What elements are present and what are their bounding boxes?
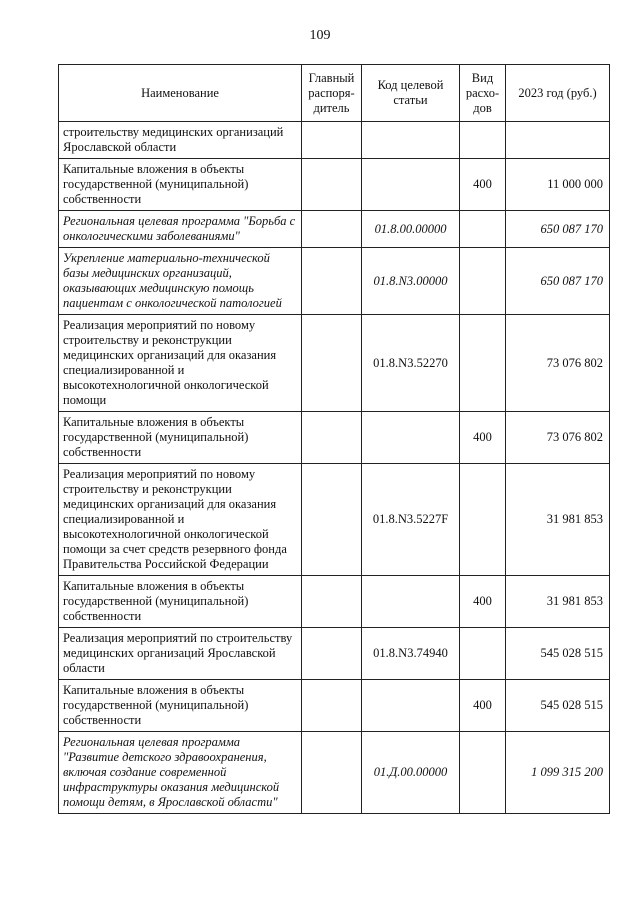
cell-expense-type [460, 464, 506, 576]
cell-main-manager [302, 159, 362, 211]
cell-expense-type: 400 [460, 680, 506, 732]
cell-main-manager [302, 732, 362, 814]
cell-name: Региональная целевая программа "Борьба с онкологическими заболеваниями" [59, 211, 302, 248]
cell-main-manager [302, 412, 362, 464]
header-year-2023: 2023 год (руб.) [506, 65, 610, 122]
cell-target-code: 01.8.N3.52270 [362, 315, 460, 412]
cell-main-manager [302, 211, 362, 248]
budget-table [58, 64, 610, 814]
table-row [59, 680, 610, 732]
table-row [59, 211, 610, 248]
cell-amount: 545 028 515 [506, 680, 610, 732]
cell-main-manager [302, 464, 362, 576]
cell-expense-type [460, 211, 506, 248]
table-row [59, 159, 610, 211]
cell-amount: 650 087 170 [506, 248, 610, 315]
table-row [59, 732, 610, 814]
cell-main-manager [302, 248, 362, 315]
cell-amount [506, 122, 610, 159]
cell-name: Реализация мероприятий по новому строительству и реконструкции медицинских организаций для оказания специализированной и высокотехнологичной онкологической помощи за счет средств резервного фонда Правительства Российской Федерации [59, 464, 302, 576]
cell-main-manager [302, 680, 362, 732]
cell-expense-type [460, 248, 506, 315]
cell-main-manager [302, 576, 362, 628]
cell-main-manager [302, 628, 362, 680]
cell-name: Капитальные вложения в объекты государственной (муниципальной) собственности [59, 576, 302, 628]
cell-amount: 650 087 170 [506, 211, 610, 248]
cell-amount: 31 981 853 [506, 576, 610, 628]
cell-expense-type: 400 [460, 159, 506, 211]
cell-name: строительству медицинских организаций Ярославской области [59, 122, 302, 159]
cell-target-code [362, 680, 460, 732]
table-row [59, 464, 610, 576]
cell-amount: 11 000 000 [506, 159, 610, 211]
table-header-row [59, 65, 610, 122]
cell-main-manager [302, 122, 362, 159]
cell-target-code: 01.8.00.00000 [362, 211, 460, 248]
cell-name: Реализация мероприятий по новому строительству и реконструкции медицинских организаций для оказания специализированной и высокотехнологичной онкологической помощи [59, 315, 302, 412]
cell-expense-type [460, 122, 506, 159]
cell-target-code [362, 159, 460, 211]
cell-name: Капитальные вложения в объекты государственной (муниципальной) собственности [59, 159, 302, 211]
table-row [59, 628, 610, 680]
cell-name: Реализация мероприятий по строительству медицинских организаций Ярославской области [59, 628, 302, 680]
cell-main-manager [302, 315, 362, 412]
header-expense-type: Вид расхо-дов [460, 65, 506, 122]
cell-name: Укрепление материально-технической базы медицинских организаций, оказывающих медицинскую помощь пациентам с онкологической патологией [59, 248, 302, 315]
cell-target-code [362, 412, 460, 464]
cell-amount: 73 076 802 [506, 412, 610, 464]
cell-name: Капитальные вложения в объекты государственной (муниципальной) собственности [59, 680, 302, 732]
table-row [59, 412, 610, 464]
page-number: 109 [309, 28, 331, 43]
cell-target-code: 01.8.N3.5227F [362, 464, 460, 576]
table-body [59, 122, 610, 814]
table-row [59, 248, 610, 315]
cell-target-code: 01.8.N3.74940 [362, 628, 460, 680]
cell-amount: 31 981 853 [506, 464, 610, 576]
cell-target-code: 01.8.N3.00000 [362, 248, 460, 315]
table-row [59, 315, 610, 412]
cell-expense-type [460, 628, 506, 680]
cell-amount: 545 028 515 [506, 628, 610, 680]
cell-amount: 73 076 802 [506, 315, 610, 412]
cell-expense-type: 400 [460, 412, 506, 464]
cell-expense-type [460, 315, 506, 412]
cell-amount: 1 099 315 200 [506, 732, 610, 814]
header-target-code: Код целевой статьи [362, 65, 460, 122]
cell-target-code: 01.Д.00.00000 [362, 732, 460, 814]
header-main-manager: Главный распоря-дитель [302, 65, 362, 122]
cell-expense-type [460, 732, 506, 814]
header-name: Наименование [59, 65, 302, 122]
cell-target-code [362, 576, 460, 628]
cell-name: Капитальные вложения в объекты государственной (муниципальной) собственности [59, 412, 302, 464]
cell-expense-type: 400 [460, 576, 506, 628]
cell-target-code [362, 122, 460, 159]
cell-name: Региональная целевая программа "Развитие детского здравоохранения, включая создание современной инфраструктуры оказания медицинской помощи детям, в Ярославской области" [59, 732, 302, 814]
table-row [59, 122, 610, 159]
table-row [59, 576, 610, 628]
